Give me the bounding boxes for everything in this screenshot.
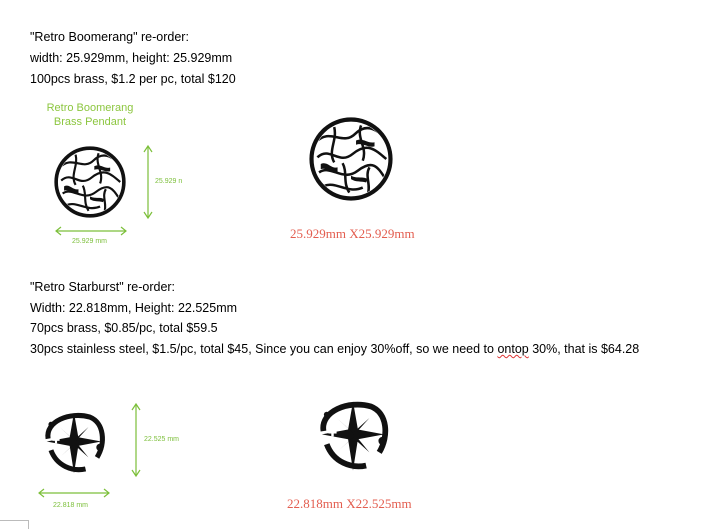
starburst-dim-width-label: 22.818 mm bbox=[53, 502, 89, 509]
boomerang-product-label-line1: Retro Boomerang bbox=[46, 102, 134, 114]
boomerang-dim-width-label: 25.929 mm bbox=[72, 238, 108, 245]
starburst-pendant-large-image bbox=[312, 395, 394, 477]
starburst-size-caption: 22.818mm X22.525mm bbox=[287, 496, 412, 511]
boomerang-title: "Retro Boomerang" re-order: bbox=[30, 30, 189, 44]
starburst-title: "Retro Starburst" re-order: bbox=[30, 280, 176, 294]
starburst-brass-line: 70pcs brass, $0.85/pc, total $59.5 bbox=[30, 321, 218, 335]
starburst-dim-height-label: 22.525 mm bbox=[144, 436, 180, 443]
starburst-steel-line bbox=[30, 342, 639, 356]
boomerang-pendant-small-image bbox=[54, 146, 126, 218]
spellcheck-flagged-word[interactable]: ontop bbox=[497, 342, 529, 356]
boomerang-size-caption: 25.929mm X25.929mm bbox=[290, 226, 415, 241]
boomerang-product-label bbox=[30, 101, 150, 129]
starburst-width-arrow bbox=[38, 488, 110, 498]
boomerang-height-arrow bbox=[143, 145, 153, 219]
starburst-steel-text-b: 30%, that is $64.28 bbox=[528, 342, 640, 356]
boomerang-pendant-large-image bbox=[309, 117, 393, 201]
boomerang-width-arrow bbox=[55, 226, 127, 236]
boomerang-product-label-line2: Brass Pendant bbox=[53, 116, 127, 128]
boomerang-size-line: width: 25.929mm, height: 25.929mm bbox=[30, 51, 233, 65]
starburst-steel-text-a: 30pcs stainless steel, $1.5/pc, total $45, Since you can enjoy 30%off, so we need to bbox=[30, 342, 498, 356]
starburst-size-line: Width: 22.818mm, Height: 22.525mm bbox=[30, 301, 238, 315]
page-corner-marker bbox=[0, 520, 29, 529]
starburst-pendant-small-image bbox=[38, 407, 110, 479]
boomerang-dim-height-label: 25.929 n bbox=[155, 178, 183, 185]
boomerang-price-line: 100pcs brass, $1.2 per pc, total $120 bbox=[30, 72, 236, 86]
starburst-height-arrow bbox=[131, 403, 141, 477]
